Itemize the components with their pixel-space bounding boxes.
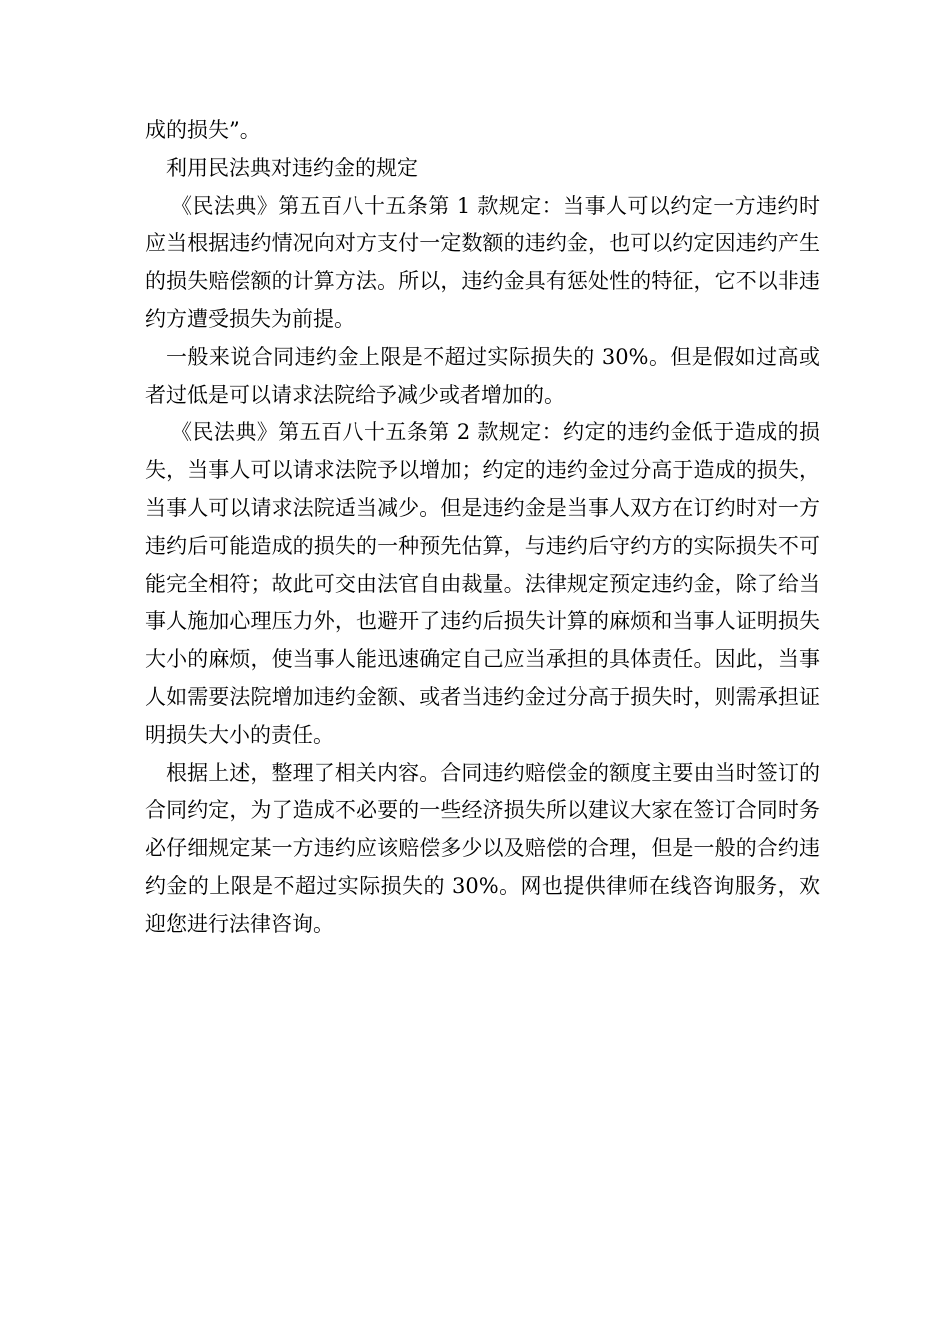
paragraph-penalty-limit: 一般来说合同违约金上限是不超过实际损失的 30%。但是假如过高或者过低是可以请求法院给予减少或者增加的。 [145, 344, 820, 407]
section-heading: 利用民法典对违约金的规定 [166, 155, 418, 180]
paragraph-summary: 根据上述，整理了相关内容。合同违约赔偿金的额度主要由当时签订的合同约定，为了造成不必要的一些经济损失所以建议大家在签订合同时务必仔细规定某一方违约应该赔偿多少以及赔偿的合理，但是一般的合约违约金的上限是不超过实际损失的 30%。网也提供律师在线咨询服务，欢迎您进行法律咨询。 [145, 760, 820, 936]
paragraph-article-585-clause-1: 《民法典》第五百八十五条第 1 款规定：当事人可以约定一方违约时应当根据违约情况向对方支付一定数额的违约金，也可以约定因违约产生的损失赔偿额的计算方法。所以，违约金具有惩处性的特征，它不以非违约方遭受损失为前提。 [145, 193, 820, 331]
paragraph-continuation: 成的损失”。 [145, 118, 261, 142]
paragraph-article-585-clause-2: 《民法典》第五百八十五条第 2 款规定：约定的违约金低于造成的损失，当事人可以请求法院予以增加；约定的违约金过分高于造成的损失，当事人可以请求法院适当减少。但是违约金是当事人双方在订约时对一方违约后可能造成的损失的一种预先估算，与违约后守约方的实际损失不可能完全相符；故此可交由法官自由裁量。法律规定预定违约金，除了给当事人施加心理压力外，也避开了违约后损失计算的麻烦和当事人证明损失大小的麻烦，使当事人能迅速确定自己应当承担的具体责任。因此，当事人如需要法院增加违约金额、或者当违约金过分高于损失时，则需承担证明损失大小的责任。 [145, 420, 820, 747]
document-body [145, 112, 820, 944]
